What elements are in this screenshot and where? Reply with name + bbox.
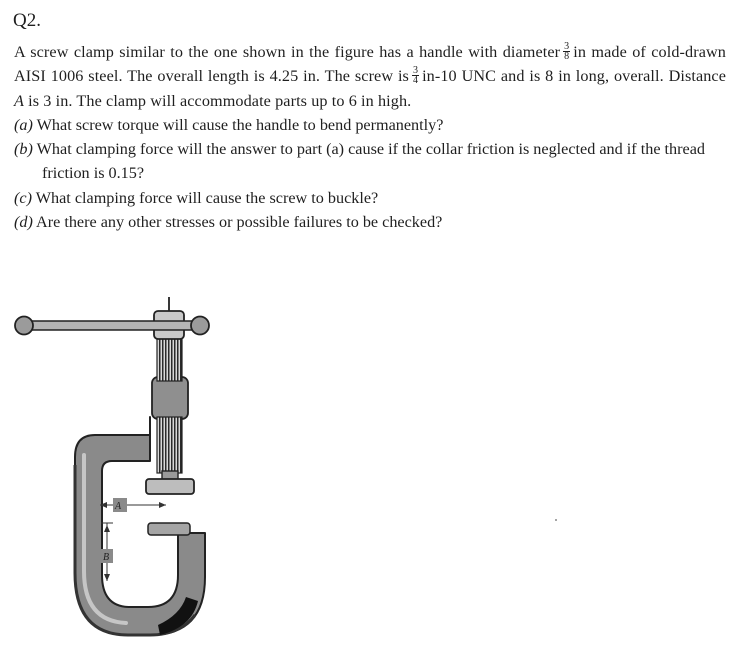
part-text: What screw torque will cause the handle to bend permanently?	[36, 115, 444, 134]
dimension-b-arrow-down	[104, 574, 110, 581]
handle-knob-right	[191, 317, 209, 335]
handle-bar	[24, 321, 200, 330]
fraction-numerator: 3	[412, 65, 419, 77]
part-text: What clamping force will the answer to part (a) cause if the collar friction is neglected and if the thread friction is 0.15?	[36, 140, 705, 183]
dimension-a-label: A	[115, 501, 122, 512]
screw-threads-lower	[157, 417, 182, 473]
lower-jaw-pad	[148, 523, 190, 535]
question-label: Q2.	[13, 10, 41, 31]
part-tag: (d)	[14, 213, 33, 232]
problem-statement	[14, 40, 726, 234]
screw-threads-upper	[157, 337, 182, 381]
dimension-b-arrow-up	[104, 525, 110, 532]
part-tag: (c)	[14, 188, 32, 207]
part-tag: (a)	[14, 115, 33, 134]
distance-variable: A	[14, 91, 24, 110]
intro-text-1: A screw clamp similar to the one shown in the figure has a handle with diameter	[14, 43, 561, 61]
dimension-b-label: B	[103, 552, 110, 563]
scan-speck	[555, 519, 557, 521]
screw-clamp-figure	[0, 285, 736, 664]
problem-intro	[14, 40, 726, 113]
screw-size-fraction	[412, 66, 419, 85]
intro-text-2: in made of cold-drawn AISI 1006 steel. The overall length is 4.25 in. The screw is	[14, 43, 726, 86]
part-tag: (b)	[14, 140, 33, 159]
part-text: Are there any other stresses or possible failures to be checked?	[36, 213, 443, 232]
intro-text-4: is 3 in. The clamp will accommodate parts up to 6 in high.	[28, 91, 412, 110]
part-c	[14, 186, 726, 210]
dimension-a-arrow-right	[159, 502, 166, 508]
screw-swivel-foot	[146, 479, 194, 494]
part-d	[14, 210, 726, 234]
part-text: What clamping force will cause the screw to buckle?	[35, 188, 379, 207]
fraction-numerator: 3	[564, 40, 570, 52]
part-b	[14, 137, 726, 186]
handle-diameter-fraction	[563, 42, 570, 61]
handle-knob-left	[15, 317, 33, 335]
screw-boss	[152, 377, 188, 419]
fraction-denominator: 8	[564, 50, 570, 62]
fraction-denominator: 4	[412, 75, 419, 87]
intro-text-3: in-10 UNC and is 8 in long, overall. Distance	[422, 67, 726, 86]
part-a	[14, 113, 726, 137]
